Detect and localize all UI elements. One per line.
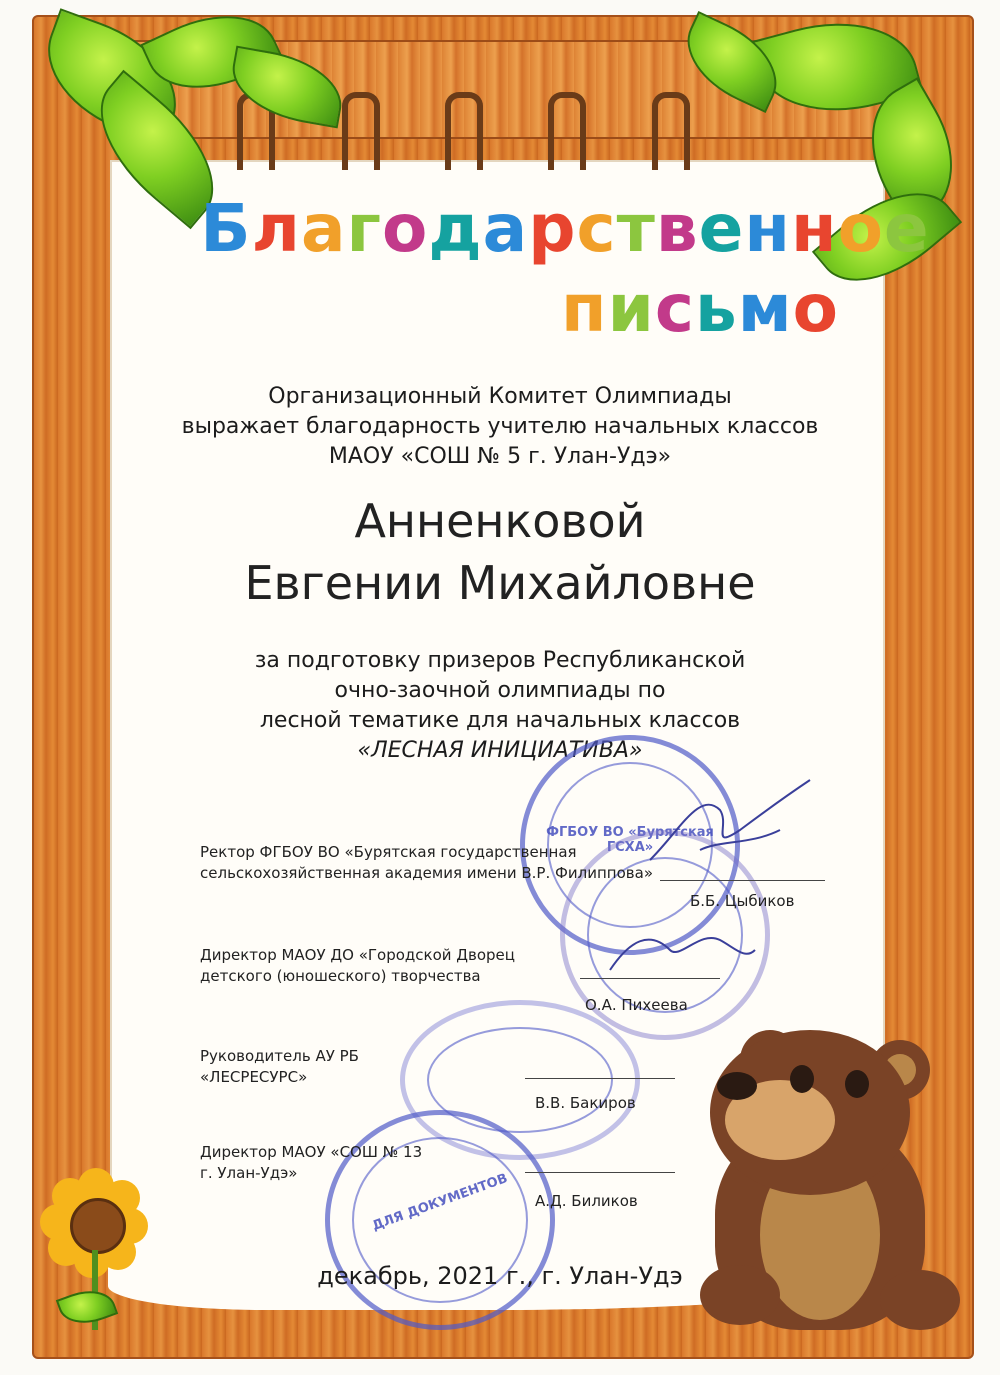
binder-ring bbox=[445, 92, 483, 170]
title-line1 bbox=[65, 190, 1000, 267]
signature-scribble bbox=[600, 900, 760, 990]
stamp-label: ФГБОУ ВО «Бурятская ГСХА» bbox=[546, 825, 714, 855]
reason-line: за подготовку призеров Республиканской bbox=[254, 648, 746, 673]
reason-line: очно-заочной олимпиады по bbox=[334, 678, 666, 703]
olympiad-name: «ЛЕСНАЯ ИНИЦИАТИВА» bbox=[357, 738, 643, 763]
signature-block bbox=[200, 842, 653, 884]
title-line2 bbox=[200, 270, 1000, 347]
recipient-name bbox=[0, 490, 1000, 614]
organizer-line: выражает благодарность учителю начальных классов bbox=[181, 414, 819, 439]
bear-eye bbox=[845, 1070, 869, 1098]
reason-line: лесной тематике для начальных классов bbox=[259, 708, 741, 733]
signature-scribble bbox=[640, 770, 820, 880]
organizer-line: МАОУ «СОШ № 5 г. Улан-Удэ» bbox=[328, 444, 672, 469]
binder-ring bbox=[548, 92, 586, 170]
issue-date: декабрь, 2021 г., г. Улан-Удэ bbox=[317, 1262, 683, 1290]
signature-block bbox=[200, 1046, 359, 1088]
signature-line bbox=[525, 1172, 675, 1173]
signer-position: Директор МАОУ «СОШ № 13 bbox=[200, 1143, 423, 1161]
signer-position: Директор МАОУ ДО «Городской Дворец bbox=[200, 946, 515, 964]
binder-ring bbox=[342, 92, 380, 170]
organizer-line: Организационный Комитет Олимпиады bbox=[268, 384, 732, 409]
stamp-label: ДЛЯ ДОКУМЕНТОВ bbox=[370, 1171, 510, 1234]
recipient-given-name: Евгении Михайловне bbox=[244, 556, 756, 610]
title-text: Благодарственное bbox=[200, 190, 930, 267]
bear-nose bbox=[717, 1072, 757, 1100]
binder-ring bbox=[652, 92, 690, 170]
signer-position: Ректор ФГБОУ ВО «Бурятская государственная bbox=[200, 843, 577, 861]
signer-position: Руководитель АУ РБ bbox=[200, 1047, 359, 1065]
organizer-text bbox=[0, 382, 1000, 472]
signer-name: А.Д. Биликов bbox=[535, 1192, 638, 1210]
signer-position: сельскохозяйственная академия имени В.Р. Филиппова» bbox=[200, 864, 653, 882]
signer-name: О.А. Пихеева bbox=[585, 996, 688, 1014]
reason-text bbox=[0, 646, 1000, 766]
signature-line bbox=[525, 1078, 675, 1079]
title-text: письмо bbox=[560, 270, 839, 347]
signer-name: В.В. Бакиров bbox=[535, 1094, 636, 1112]
signature-line bbox=[660, 880, 825, 881]
signer-position: г. Улан-Удэ» bbox=[200, 1164, 298, 1182]
recipient-surname: Анненковой bbox=[354, 494, 646, 548]
signature-block bbox=[200, 945, 515, 987]
signature-block bbox=[200, 1142, 422, 1184]
signer-position: детского (юношеского) творчества bbox=[200, 967, 481, 985]
bear-eye bbox=[790, 1065, 814, 1093]
signer-position: «ЛЕСРЕСУРС» bbox=[200, 1068, 308, 1086]
signer-name: Б.Б. Цыбиков bbox=[690, 892, 795, 910]
